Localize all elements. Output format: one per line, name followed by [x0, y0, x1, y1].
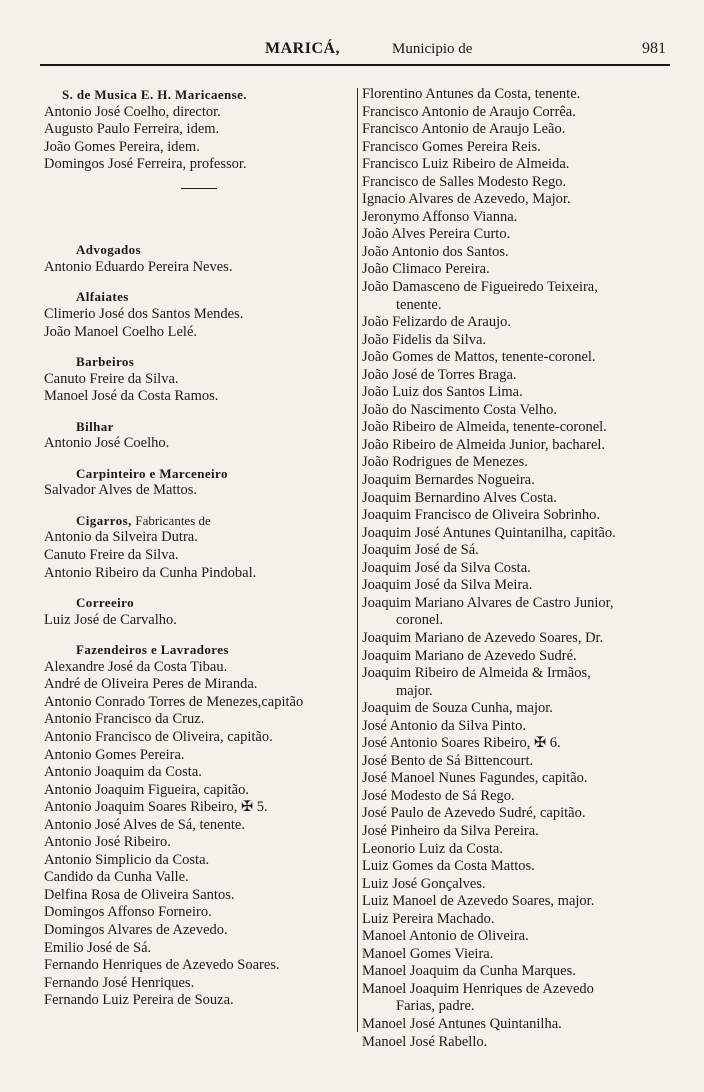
column-divider: [357, 88, 358, 1032]
list-correeiro: [44, 612, 356, 630]
list-item: José Manoel Nunes Fagundes, capitão.: [362, 770, 588, 787]
section-heading-musica: S. de Musica E. H. Maricaense.: [62, 87, 247, 102]
page-header: [40, 38, 670, 66]
list-item: Manoel Antonio de Oliveira.: [362, 928, 529, 945]
list-item: Luiz José Gonçalves.: [362, 875, 486, 892]
list-item: Domingos José Ferreira, professor.: [44, 156, 247, 173]
list-item: Luiz Manoel de Azevedo Soares, major.: [362, 893, 595, 910]
list-bilhar: [44, 435, 356, 453]
list-cigarros: [44, 529, 356, 582]
list-item: João Ribeiro de Almeida Junior, bacharel.: [362, 436, 606, 453]
list-item: José Paulo de Azevedo Sudré, capitão.: [362, 805, 586, 822]
list-item: Antonio José Ribeiro.: [44, 834, 171, 851]
header-title: MARICÁ,: [265, 40, 341, 57]
list-item: Manoel José Antunes Quintanilha.: [362, 1015, 562, 1032]
list-item: Canuto Freire da Silva.: [44, 370, 179, 387]
list-item: Manoel Gomes Vieira.: [362, 945, 494, 962]
list-musica: [44, 104, 356, 174]
list-item: Manoel Joaquim da Cunha Marques.: [362, 963, 576, 980]
list-item: João Luiz dos Santos Lima.: [362, 384, 523, 401]
list-item: João do Nascimento Costa Velho.: [362, 401, 558, 418]
header-subtitle: Municipio de: [392, 41, 473, 57]
list-item: Joaquim Mariano de Azevedo Soares, Dr.: [362, 629, 604, 646]
list-item: Antonio Francisco da Cruz.: [44, 711, 205, 728]
list-item: João Felizardo de Araujo.: [362, 314, 511, 331]
list-item: Luiz Pereira Machado.: [362, 910, 495, 927]
list-item: Canuto Freire da Silva.: [44, 547, 179, 564]
list-item: Candido da Cunha Valle.: [44, 869, 189, 886]
list-item: Francisco Antonio de Araujo Leão.: [362, 121, 566, 138]
section-heading-alfaiates: Alfaiates: [76, 289, 129, 305]
list-item: João Antonio dos Santos.: [362, 243, 509, 260]
section-heading-fazendeiros: Fazendeiros e Lavradores: [76, 642, 229, 658]
right-column: [362, 86, 674, 1051]
list-item: Fernando José Henriques.: [44, 974, 195, 991]
list-item: Francisco Antonio de Araujo Corrêa.: [362, 103, 576, 120]
list-item: Climerio José dos Santos Mendes.: [44, 306, 244, 323]
list-item: Joaquim Mariano Alvares de Castro Junior,: [362, 594, 614, 611]
section-heading-carpinteiro: Carpinteiro e Marceneiro: [76, 465, 228, 481]
list-item: André de Oliveira Peres de Miranda.: [44, 676, 258, 693]
list-fazendeiros-continued: [362, 86, 674, 1051]
list-item: Antonio Eduardo Pereira Neves.: [44, 258, 233, 275]
list-item: Joaquim Ribeiro de Almeida & Irmãos,: [362, 665, 591, 682]
list-item: João Ribeiro de Almeida, tenente-coronel.: [362, 419, 607, 436]
list-item: Manoel Joaquim Henriques de Azevedo: [362, 980, 594, 997]
list-item: Joaquim José de Sá.: [362, 542, 479, 559]
list-item: tenente.: [396, 296, 442, 313]
list-item: Manoel José da Costa Ramos.: [44, 388, 219, 405]
list-item: Leonorio Luiz da Costa.: [362, 840, 503, 857]
list-item: Jeronymo Affonso Vianna.: [362, 208, 518, 225]
list-item: Francisco Luiz Ribeiro de Almeida.: [362, 156, 570, 173]
list-fazendeiros: [44, 659, 356, 1010]
list-item: José Antonio da Silva Pinto.: [362, 717, 526, 734]
list-item: Luiz Gomes da Costa Mattos.: [362, 858, 535, 875]
list-item: Fernando Henriques de Azevedo Soares.: [44, 957, 280, 974]
list-barbeiros: [44, 371, 356, 406]
list-item: Antonio Gomes Pereira.: [44, 746, 185, 763]
list-item: Farias, padre.: [396, 998, 475, 1015]
list-item: João Gomes de Mattos, tenente-coronel.: [362, 349, 596, 366]
list-item: José Antonio Soares Ribeiro, ✠ 6.: [362, 735, 561, 752]
list-item: Francisco Gomes Pereira Reis.: [362, 138, 541, 155]
list-item: Delfina Rosa de Oliveira Santos.: [44, 886, 235, 903]
list-item: João Alves Pereira Curto.: [362, 226, 511, 243]
list-item: Joaquim Bernardino Alves Costa.: [362, 489, 557, 506]
list-item: João Fidelis da Silva.: [362, 331, 487, 348]
list-item: Antonio Ribeiro da Cunha Pindobal.: [44, 564, 257, 581]
list-advogados: [44, 259, 356, 277]
list-item: Alexandre José da Costa Tibau.: [44, 658, 228, 675]
section-heading-barbeiros: Barbeiros: [76, 354, 135, 370]
list-item: Antonio Joaquim Soares Ribeiro, ✠ 5.: [44, 799, 268, 816]
list-item: Antonio Joaquim Figueira, capitão.: [44, 781, 249, 798]
section-heading-advogados: Advogados: [76, 242, 142, 258]
section-heading-correeiro: Correeiro: [76, 595, 134, 611]
list-item: coronel.: [396, 612, 444, 629]
list-item: Antonio José Coelho, director.: [44, 103, 221, 120]
list-item: Domingos Alvares de Azevedo.: [44, 921, 228, 938]
list-item: João Damasceno de Figueiredo Teixeira,: [362, 279, 598, 296]
list-item: Francisco de Salles Modesto Rego.: [362, 173, 567, 190]
list-item: João Rodrigues de Menezes.: [362, 454, 528, 471]
list-item: Antonio Francisco de Oliveira, capitão.: [44, 728, 273, 745]
list-item: Florentino Antunes da Costa, tenente.: [362, 86, 581, 102]
list-item: Antonio da Silveira Dutra.: [44, 529, 198, 546]
list-item: Luiz José de Carvalho.: [44, 611, 177, 628]
list-item: Fernando Luiz Pereira de Souza.: [44, 992, 234, 1009]
list-item: Emilio José de Sá.: [44, 939, 152, 956]
list-item: Antonio Joaquim da Costa.: [44, 764, 202, 781]
list-item: João Gomes Pereira, idem.: [44, 138, 200, 155]
list-item: Manoel José Rabello.: [362, 1033, 488, 1050]
list-item: Joaquim José da Silva Meira.: [362, 577, 533, 594]
list-item: José Modesto de Sá Rego.: [362, 787, 515, 804]
list-item: José Pinheiro da Silva Pereira.: [362, 822, 539, 839]
list-item: Salvador Alves de Mattos.: [44, 482, 198, 499]
list-item: João Climaco Pereira.: [362, 261, 490, 278]
list-item: Joaquim Bernardes Nogueira.: [362, 472, 535, 489]
list-item: Antonio José Coelho.: [44, 435, 170, 452]
list-carpinteiro: [44, 482, 356, 500]
list-item: Joaquim Francisco de Oliveira Sobrinho.: [362, 507, 600, 524]
list-alfaiates: [44, 306, 356, 341]
section-heading-cigarros-suffix: Fabricantes de: [135, 512, 211, 528]
section-heading-cigarros: Cigarros,: [76, 512, 132, 528]
list-item: Joaquim José Antunes Quintanilha, capitão.: [362, 524, 616, 541]
list-item: João José de Torres Braga.: [362, 366, 517, 383]
list-item: major.: [396, 682, 433, 699]
list-item: Joaquim de Souza Cunha, major.: [362, 700, 553, 717]
list-item: Domingos Affonso Forneiro.: [44, 904, 212, 921]
list-item: Antonio Simplicio da Costa.: [44, 851, 210, 868]
list-item: Augusto Paulo Ferreira, idem.: [44, 121, 220, 138]
list-item: João Manoel Coelho Lelé.: [44, 323, 198, 340]
list-item: Joaquim José da Silva Costa.: [362, 559, 531, 576]
list-item: Antonio José Alves de Sá, tenente.: [44, 816, 245, 833]
list-item: Ignacio Alvares de Azevedo, Major.: [362, 191, 571, 208]
left-column: [44, 86, 356, 1010]
page-number: 981: [642, 40, 666, 57]
list-item: Antonio Conrado Torres de Menezes,capitão: [44, 693, 304, 710]
section-heading-cigarros-row: [44, 512, 356, 530]
list-item: Joaquim Mariano de Azevedo Sudré.: [362, 647, 577, 664]
list-item: José Bento de Sá Bittencourt.: [362, 752, 534, 769]
section-heading-bilhar: Bilhar: [76, 418, 114, 434]
